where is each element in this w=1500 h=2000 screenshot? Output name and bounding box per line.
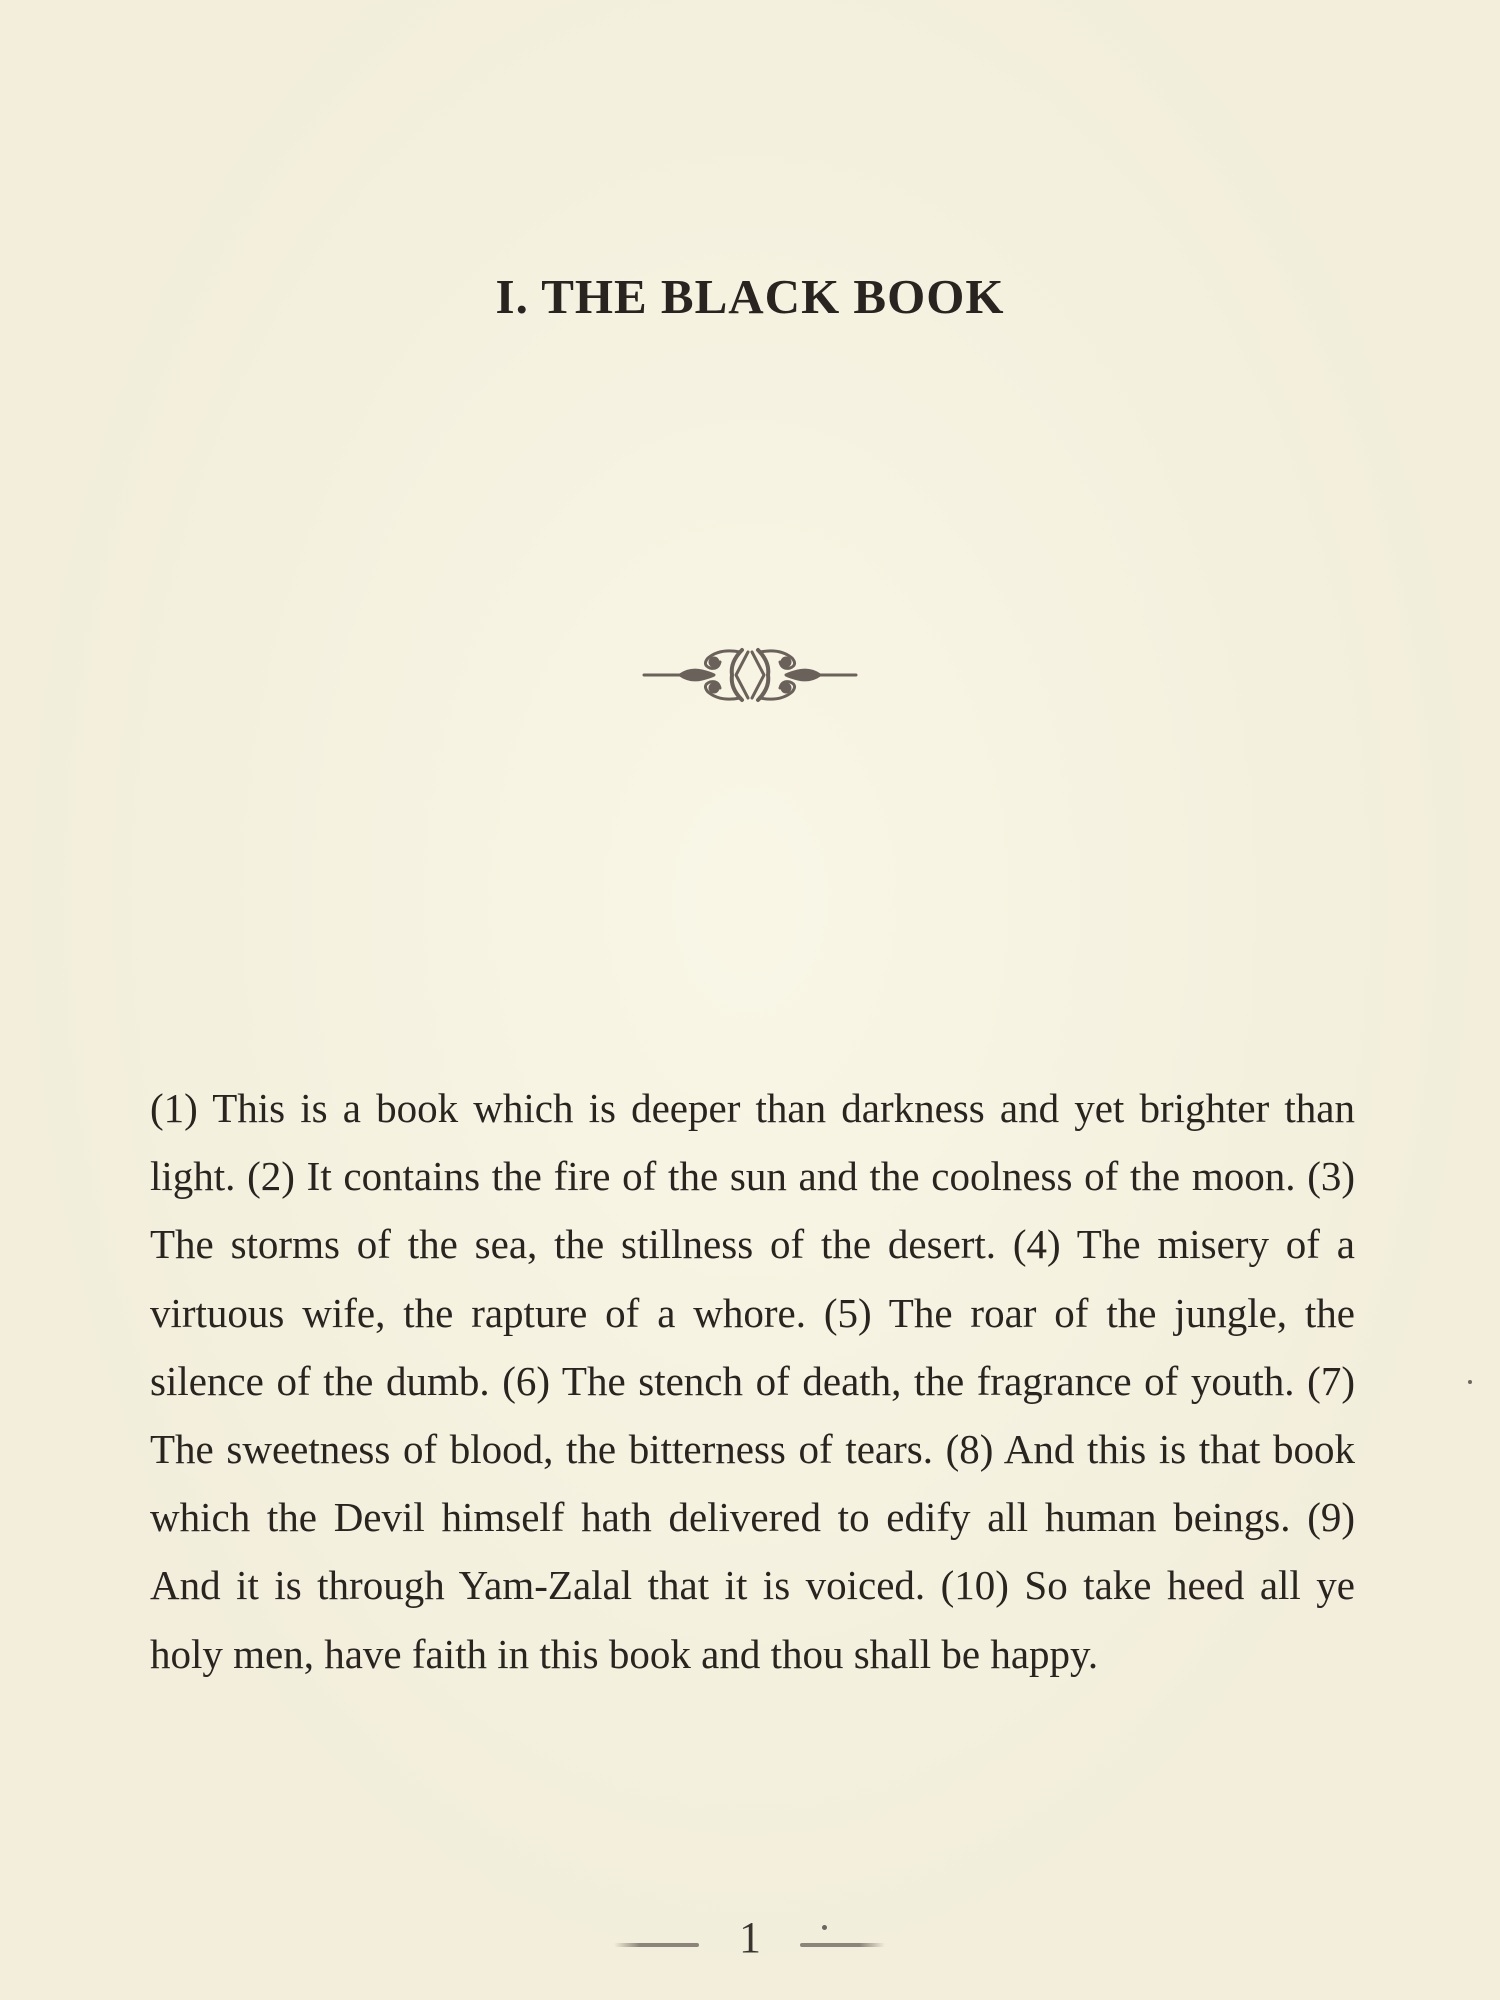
chapter-title: I. THE BLACK BOOK — [495, 269, 1005, 324]
scroll-ornament-icon — [640, 640, 860, 710]
scripture-body-text: (1) This is a book which is deeper than darkness and yet brighter than light. (2) It contains the fire of the sun and the coolness of the moon. (3) The storms of the sea, the stillness of the desert. (4) The misery of a virtuous wife, the rapture of a whore. (5) The roar of the jungle, the silence of the dumb. (6) The stench of death, the fragrance of youth. (7) The sweetness of blood, the bitterness of tears. (8) And this is that book which the Devil himself hath delivered to edify all human beings. (9) And it is through Yam-Zalal that it is voiced. (10) So take heed all ye holy men, have faith in this book and thou shall be happy. — [150, 1085, 1355, 1677]
folio-rule-left — [614, 1943, 699, 1947]
page-footer — [600, 1912, 900, 1972]
folio-rule-right — [800, 1943, 885, 1947]
paper-speck — [822, 1925, 827, 1930]
paper-speck — [1468, 1380, 1472, 1384]
page-number: 1 — [739, 1913, 761, 1962]
